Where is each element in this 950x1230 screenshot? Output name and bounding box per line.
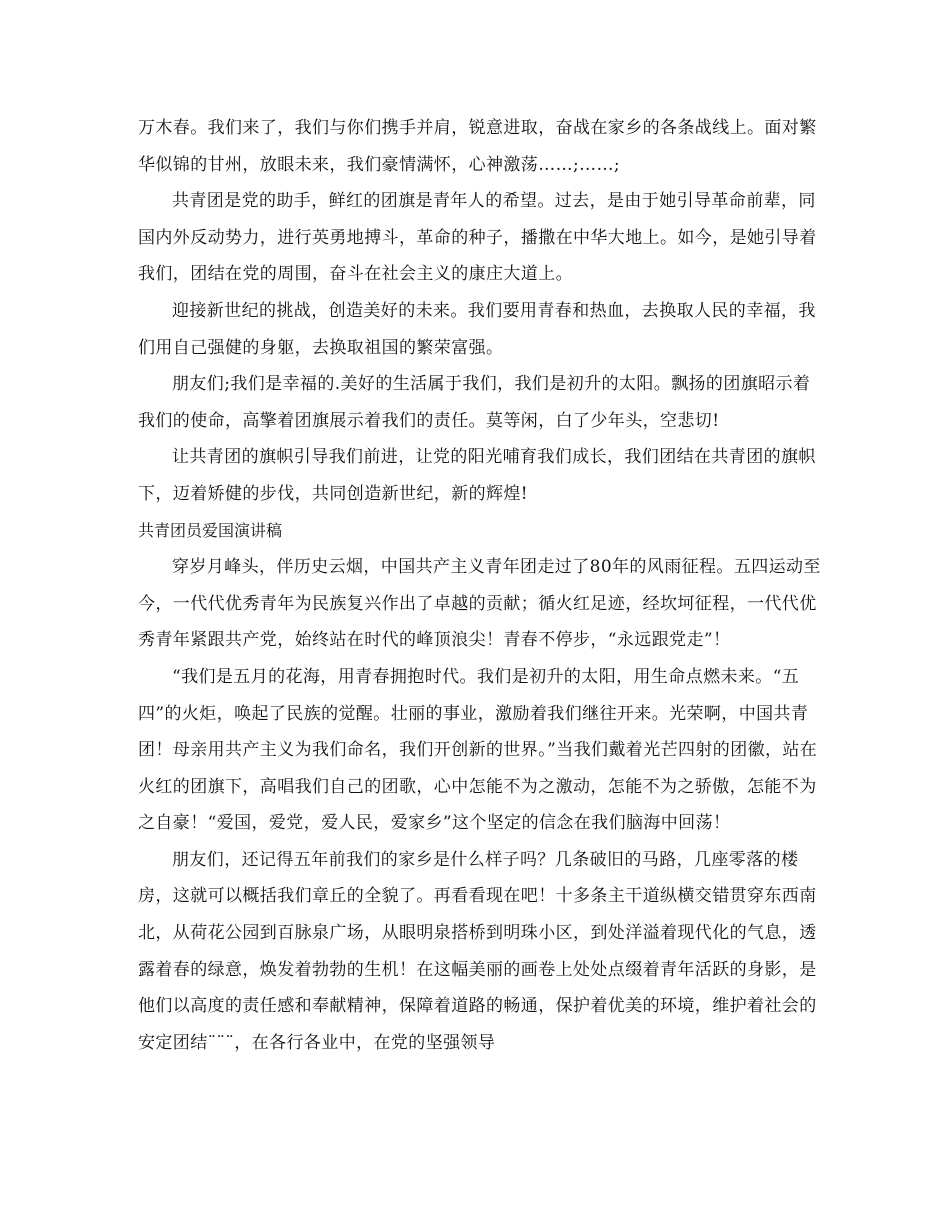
section-title: 共青团员爱国演讲稿 (138, 520, 283, 540)
section-paragraph-1: 穿岁月峰头，伴历史云烟，中国共产主义青年团走过了80年的风雨征程。五四运动至今，一代代优秀青年为民族复兴作出了卓越的贡献；循火红足迹，经坎坷征程，一代代优秀青年紧跟共产党，始终站在时代的峰顶浪尖！青春不停步，“永远跟党走”！ (138, 557, 821, 651)
section-paragraph-3: 朋友们，还记得五年前我们的家乡是什么样子吗？几条破旧的马路，几座零落的楼房，这就可以概括我们章丘的全貌了。再看看现在吧！十多条主干道纵横交错贯穿东西南北，从荷花公园到百脉泉广场，从眼明泉搭桥到明珠小区，到处洋溢着现代化的气息，透露着春的绿意，焕发着勃勃的生机！在这幅美丽的画卷上处处点缀着青年活跃的身影，是他们以高度的责任感和奉献精神，保障着道路的畅通，保护着优美的环境，维护着社会的安定团结¨¨¨，在各行各业中，在党的坚强领导 (138, 849, 817, 1053)
paragraph-4: 朋友们;我们是幸福的.美好的生活属于我们，我们是初升的太阳。飘扬的团旗昭示着我们的使命，高擎着团旗展示着我们的责任。莫等闲，白了少年头，空悲切! (138, 374, 811, 431)
document-body (138, 110, 822, 1061)
paragraph-3: 迎接新世纪的挑战，创造美好的未来。我们要用青春和热血，去换取人民的幸福，我们用自己强健的身躯，去换取祖国的繁荣富强。 (138, 300, 816, 358)
paragraph-1: 万木春。我们来了，我们与你们携手并肩，锐意进取，奋战在家乡的各条战线上。面对繁华似锦的甘州，放眼未来，我们豪情满怀，心神激荡……;……; (138, 118, 817, 175)
paragraph-2: 共青团是党的助手，鲜红的团旗是青年人的希望。过去，是由于她引导革命前辈，同国内外反动势力，进行英勇地搏斗，革命的种子，播撒在中华大地上。如今，是她引导着我们，团结在党的周围，奋斗在社会主义的康庄大道上。 (138, 191, 817, 285)
paragraph-5: 让共青团的旗帜引导我们前进，让党的阳光哺育我们成长，我们团结在共青团的旗帜下，迈着矫健的步伐，共同创造新世纪，新的辉煌! (138, 447, 816, 504)
section-paragraph-2: “我们是五月的花海，用青春拥抱时代。我们是初升的太阳，用生命点燃未来。“五四”的火炬，唤起了民族的觉醒。壮丽的事业，激励着我们继往开来。光荣啊，中国共青团！母亲用共产主义为我们命名，我们开创新的世界。”当我们戴着光芒四射的团徽，站在火红的团旗下，高唱我们自己的团歌，心中怎能不为之激动，怎能不为之骄傲，怎能不为之自豪！“爱国，爱党，爱人民，爱家乡”这个坚定的信念在我们脑海中回荡！ (138, 666, 818, 834)
